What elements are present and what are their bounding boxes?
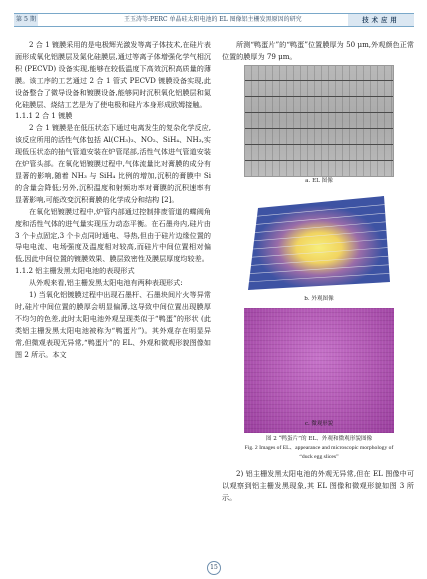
appearance-image — [244, 190, 394, 295]
el-finger-line — [363, 66, 364, 176]
right-column — [222, 39, 414, 504]
el-finger-line — [272, 66, 273, 176]
el-finger-line — [328, 66, 329, 176]
el-finger-line — [356, 66, 357, 176]
left-column — [15, 39, 211, 360]
running-header — [14, 13, 414, 27]
el-finger-line — [314, 66, 315, 176]
subsection-heading: 1.1.2 铝主栅发黑太阳电池的表现形式 — [15, 266, 135, 276]
wafer-shape — [248, 196, 390, 290]
header-bottom-rule — [14, 26, 414, 27]
section-label: 技术应用 — [348, 14, 414, 26]
running-title: 王玉涛等:PERC 单晶硅太阳电池的 EL 图像铝主栅发黑原因的研究 — [124, 16, 302, 23]
el-finger-line — [251, 66, 252, 176]
paragraph: 所测“鸭蛋片”的“鸭蛋”位置膜厚为 50 μm,外观颜色正常位置的膜厚为 79 μm。 — [222, 40, 414, 61]
el-finger-line — [258, 66, 259, 176]
paragraph: 2 合 1 镀膜是在低压状态下通过电离发生的复杂化学反应,该反应所用的活性气体包括 Al(CH₃)₃、NO₂、SiH₄、NH₃,实现低压状态的抽气管道安装在炉管尾部,活性气体进气管道安装在炉管头部。在氧化铝镀膜过程中,气体流量比对膏膜的成分有显著的影响,随着 NH₃ 与 SiH₄ 比例的增加,沉积的膏膜中 Si 的含量会降低;另外,沉积温度和射频功率对膏膜的沉积速率有显著影响,可能改变沉积膏膜的化学成分和结构 [2]。 — [15, 123, 211, 204]
page-number: 15 — [207, 561, 221, 575]
el-finger-line — [300, 66, 301, 176]
paragraph: 1) 当氧化铝镀膜过程中出现石墨杆、石墨块间片火等异常时,硅片中间位置的膜厚会明显偏薄,这导致中间位置出现膜厚不均匀的色差,此时太阳电池外观呈现类似于“鸭蛋”的形状 (此类铝主栅发黑太阳电池被称为“鸭蛋片”)。其外观存在明显异常,但微观表现无异常,“鸭蛋片”的 EL、外观和微观形貌图像如图 2 所示。本文 — [15, 290, 211, 359]
wafer-photo-svg — [244, 190, 394, 295]
paragraph: 2) 铝主栅发黑太阳电池的外观无异常,但在 EL 图像中可以观察到铝主栅发黑现象,其 EL 图像和微观形貌如图 3 所示。 — [222, 468, 414, 502]
el-finger-line — [370, 66, 371, 176]
el-finger-line — [384, 66, 385, 176]
subfigure-label-b: b. 外观图像 — [304, 295, 334, 302]
el-finger-line — [265, 66, 266, 176]
el-finger-line — [335, 66, 336, 176]
el-finger-line — [391, 66, 392, 176]
el-finger-line — [321, 66, 322, 176]
microscopic-image — [244, 308, 394, 433]
el-finger-line — [349, 66, 350, 176]
paragraph: 2 合 1 镀膜采用的是电极辉光激发等离子体技术,在硅片表面形成氧化铝膜层及氮化硅膜层,通过等离子体增强化学气相沉积 (PECVD) 设备实现,能够在较低温度下高效沉积高质量的薄膜。该工序的工艺通过 2 合 1 管式 PECVD 镀膜设备实现,此设备整合了微导设备和镀膜设备,能够同时沉积氧化铝膜层和氮化硅膜层、烧结工艺是为了使电极和硅片本身形成欧姆接触。 — [15, 40, 211, 109]
el-finger-line — [293, 66, 294, 176]
subfigure-label-c: c. 微观形貌 — [304, 420, 333, 427]
el-finger-line — [342, 66, 343, 176]
subfigure-label-a: a. EL 图像 — [305, 177, 333, 184]
paragraph: 在氧化铝镀膜过程中,炉管内部通过控制排废管道的蝶阀角度和活性气体的进气量实现压力动态平衡。在石墨舟内,硅片由 3 个卡点固定,3 个卡点同时通电、导热,但由于硅片边缘位置的导电电流、电场强度及温度相对较高,而硅片中间位置相对偏低,因此中间位置的镀膜效果、膜层致密性及膜层厚度均较差。 — [15, 206, 211, 264]
el-finger-line — [377, 66, 378, 176]
subsection-heading: 1.1.1 2 合 1 镀膜 — [15, 111, 73, 121]
el-image — [244, 65, 394, 177]
el-finger-line — [279, 66, 280, 176]
figure-caption-en: Fig. 2 Images of EL、appearance and microscopic morphology of “duck egg slices” — [244, 444, 394, 460]
issue-number: 第 5 期 — [14, 14, 38, 26]
figure-caption-cn: 图 2 “鸭蛋片”的 EL、外观和微观形貌图像 — [265, 435, 373, 442]
paragraph: 从外观来看,铝主栅发黑太阳电池有两种表现形式: — [29, 278, 183, 288]
el-finger-line — [307, 66, 308, 176]
el-finger-line — [286, 66, 287, 176]
figure-2 — [244, 65, 394, 462]
